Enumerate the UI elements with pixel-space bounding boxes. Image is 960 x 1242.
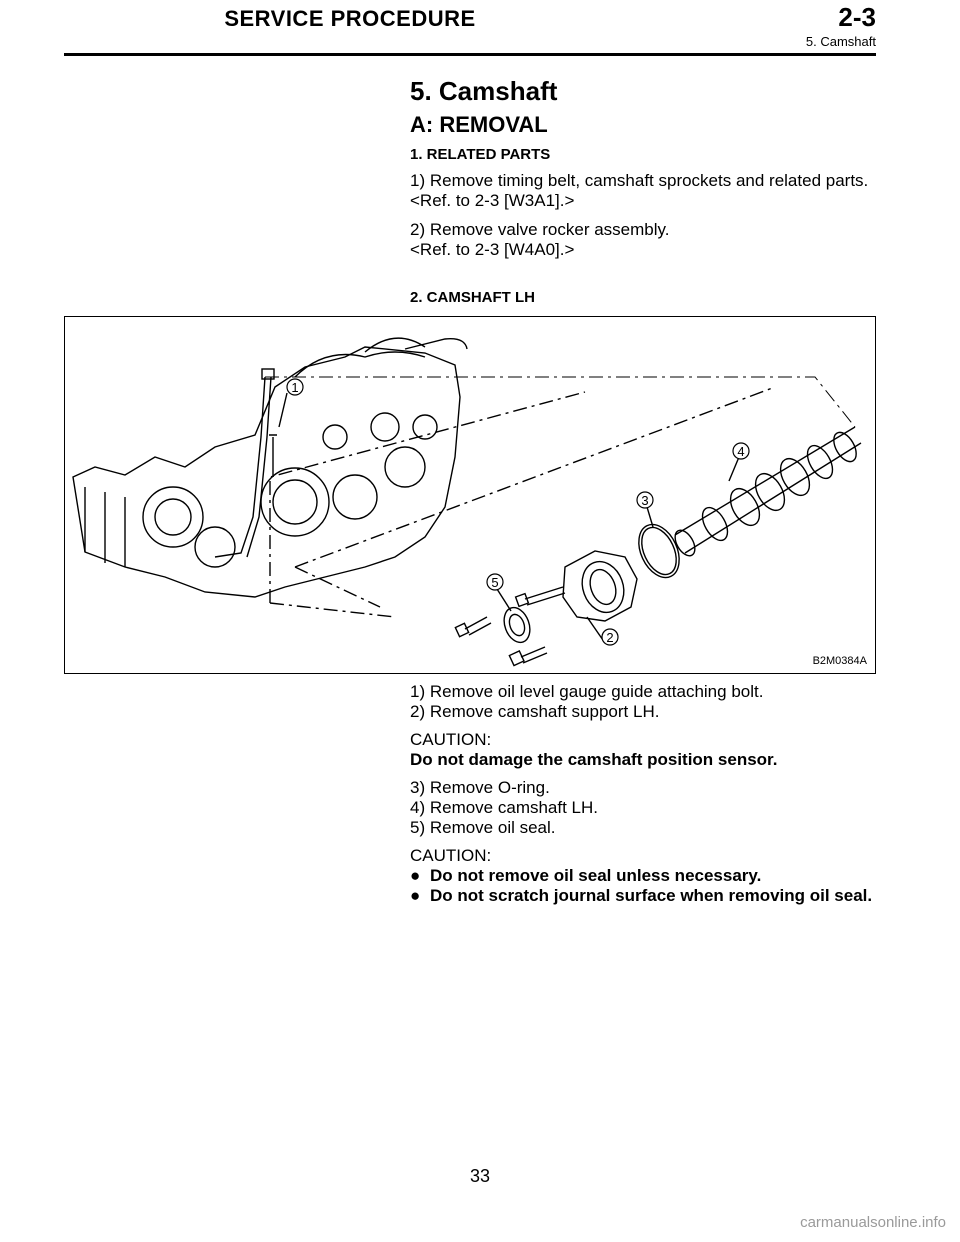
step-remove-timing-belt: 1) Remove timing belt, camshaft sprockets and related parts. — [410, 171, 869, 190]
caution-bullet-2 — [410, 886, 876, 906]
caution-bullet-2-text: Do not scratch journal surface when removing oil seal. — [430, 886, 873, 905]
step-remove-oil-seal: 5) Remove oil seal. — [410, 818, 556, 837]
bullet-icon: ● — [410, 866, 421, 885]
camshaft-lh-heading: 2. CAMSHAFT LH — [410, 289, 535, 306]
caution-label-2: CAUTION: — [410, 846, 492, 865]
callout-1-label: 1 — [291, 380, 299, 395]
figure-id: B2M0384A — [812, 655, 867, 667]
section-title: A: REMOVAL — [410, 112, 548, 137]
step-remove-camshaft-lh: 4) Remove camshaft LH. — [410, 798, 599, 817]
header-section-number: 2-3 — [838, 2, 876, 32]
header-title: SERVICE PROCEDURE — [224, 6, 476, 31]
page-number: 33 — [469, 1166, 491, 1186]
bullet-icon: ● — [410, 886, 421, 905]
callout-5-label: 5 — [491, 575, 499, 590]
callout-3-label: 3 — [641, 493, 649, 508]
callout-4-label: 4 — [737, 444, 745, 459]
step-remove-gauge-guide-bolt: 1) Remove oil level gauge guide attaching bolt. — [410, 682, 764, 701]
watermark: carmanualsonline.info — [800, 1214, 946, 1231]
callout-2-label: 2 — [606, 630, 614, 645]
header-rule — [64, 53, 876, 56]
reference-w4a0: <Ref. to 2-3 [W4A0].> — [410, 240, 575, 259]
step-remove-o-ring: 3) Remove O-ring. — [410, 778, 550, 797]
camshaft-lh-steps — [410, 682, 876, 906]
caution-text-1: Do not damage the camshaft position sensor. — [410, 750, 778, 769]
related-parts-heading: 1. RELATED PARTS — [410, 146, 551, 163]
camshaft-removal-figure — [64, 316, 876, 674]
caution-label-1: CAUTION: — [410, 730, 492, 749]
related-parts-block — [410, 146, 876, 260]
reference-w3a1: <Ref. to 2-3 [W3A1].> — [410, 191, 575, 210]
caution-bullet-1-text: Do not remove oil seal unless necessary. — [430, 866, 762, 885]
chapter-title: 5. Camshaft — [410, 76, 558, 106]
step-remove-valve-rocker: 2) Remove valve rocker assembly. — [410, 220, 670, 239]
caution-bullet-1 — [410, 866, 876, 886]
step-remove-camshaft-support: 2) Remove camshaft support LH. — [410, 702, 660, 721]
header-subsection: 5. Camshaft — [805, 34, 876, 49]
exploded-view-illustration — [65, 317, 876, 674]
